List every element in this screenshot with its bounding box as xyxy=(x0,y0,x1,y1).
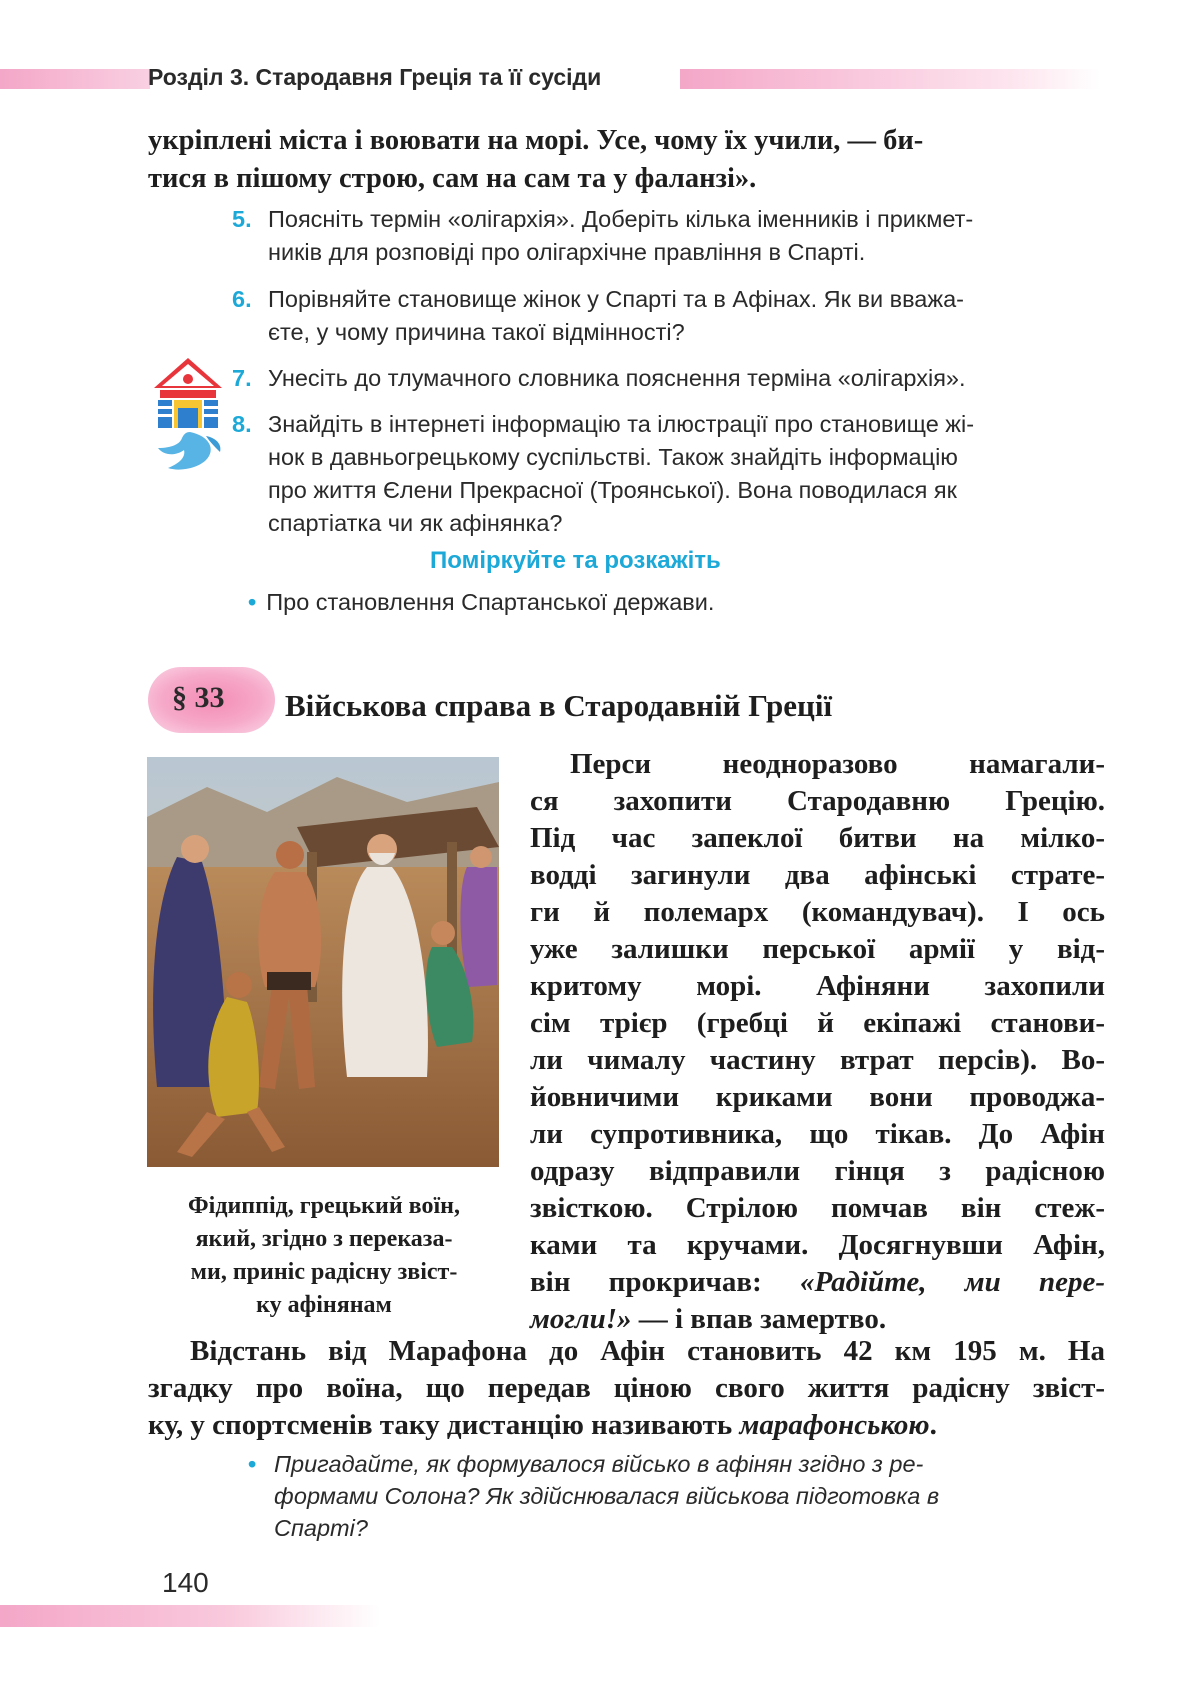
recall-line: Спарті? xyxy=(274,1515,368,1541)
body-line: сім трієр (гребці й екіпажі станови- xyxy=(530,1007,1105,1039)
caption-line: ку афінянам xyxy=(256,1292,392,1318)
pheidippides-illustration xyxy=(147,757,499,1167)
discussion-item-text: Про становлення Спартанської держави. xyxy=(266,589,715,615)
body-line: уже залишки перської армії у від- xyxy=(530,933,1105,965)
question-line: Поясніть термін «олігархія». Доберіть кілька іменників і прикмет- xyxy=(268,206,974,232)
bullet-icon: • xyxy=(248,589,257,615)
body-line: йовничими криками вони проводжа- xyxy=(530,1081,1105,1113)
header-decor-left xyxy=(0,69,150,89)
body-line: критому морі. Афіняни захопили xyxy=(530,970,1105,1002)
intro-text xyxy=(148,122,1105,198)
question-number: 6. xyxy=(232,286,252,312)
body-line: ли чималу частину втрат персів). Во- xyxy=(530,1044,1105,1076)
section-number: § 33 xyxy=(172,681,225,714)
recall-question xyxy=(248,1448,1105,1544)
question-7 xyxy=(232,362,1102,395)
question-line: про життя Єлени Прекрасної (Троянської). Вона поводилася як xyxy=(268,477,957,503)
body-line: ги й полемарх (командувач). І ось xyxy=(530,896,1105,928)
recall-line: Пригадайте, як формувалося військо в афінян згідно з ре- xyxy=(274,1451,924,1477)
recall-line: формами Солона? Як здійснювалася військова підготовка в xyxy=(274,1483,940,1509)
illustration-caption xyxy=(147,1190,501,1322)
body-line-quote xyxy=(530,1264,1105,1301)
body-line: ся захопити Стародавню Грецію. xyxy=(530,785,1105,817)
question-line: нок в давньогрецькому суспільстві. Також знайдіть інформацію xyxy=(268,444,958,470)
question-line: єте, у чому причина такої відмінності? xyxy=(268,319,685,345)
quote-text: могли!» xyxy=(530,1303,632,1335)
question-8 xyxy=(232,408,1102,540)
marathon-paragraph xyxy=(148,1333,1105,1444)
para-line: Відстань від Марафона до Афін становить 42 км 195 м. На xyxy=(190,1335,1105,1367)
question-line: ників для розповіді про олігархічне правління в Спарті. xyxy=(268,239,866,265)
house-dove-icon xyxy=(150,352,226,480)
header-decor-right xyxy=(680,69,1100,89)
chapter-header: Розділ 3. Стародавня Греція та її сусіди xyxy=(148,64,602,90)
question-line: Порівняйте становище жінок у Спарті та в Афінах. Як ви вважа- xyxy=(268,286,964,312)
caption-line: Фідиппід, грецький воїн, xyxy=(188,1193,460,1219)
bullet-icon: • xyxy=(248,1451,257,1477)
section-title: Військова справа в Стародавній Греції xyxy=(285,688,833,723)
page-number: 140 xyxy=(162,1567,209,1598)
question-5 xyxy=(232,203,1102,269)
body-line: одразу відправили гінця з радісною xyxy=(530,1155,1105,1187)
para-text: . xyxy=(929,1409,937,1441)
discussion-heading: Поміркуйте та розкажіть xyxy=(430,547,721,574)
question-6 xyxy=(232,283,1102,349)
body-line: ли супротивника, що тікав. До Афін xyxy=(530,1118,1105,1150)
quote-text: «Радійте, ми пере- xyxy=(799,1266,1105,1298)
main-text-column xyxy=(530,746,1105,1338)
discussion-item xyxy=(248,589,714,616)
body-line: звісткою. Стрілою помчав він стеж- xyxy=(530,1192,1105,1224)
question-line: Знайдіть в інтернеті інформацію та ілюстрації про становище жі- xyxy=(268,411,975,437)
question-line: спартіатка чи як афінянка? xyxy=(268,510,563,536)
caption-line: ми, приніс радісну звіст- xyxy=(190,1259,458,1285)
body-line: ками та кручами. Досягнувши Афін, xyxy=(530,1229,1105,1261)
body-text: він прокричав: xyxy=(530,1266,762,1298)
intro-line: тися в пішому строю, сам на сам та у фаланзі». xyxy=(148,163,757,194)
caption-line: який, згідно з переказа- xyxy=(195,1226,453,1252)
question-number: 7. xyxy=(232,365,252,391)
body-line: Під час запеклої битви на мілко- xyxy=(530,822,1105,854)
question-number: 8. xyxy=(232,411,252,437)
term-marathon: марафонською xyxy=(739,1409,930,1441)
question-number: 5. xyxy=(232,206,252,232)
footer-decor xyxy=(0,1605,380,1627)
para-line-final xyxy=(148,1407,1105,1444)
intro-line: укріплені міста і воювати на морі. Усе, чому їх учили, — би- xyxy=(148,125,924,156)
question-line: Унесіть до тлумачного словника пояснення терміна «олігархія». xyxy=(268,365,966,391)
para-text: ку, у спортсменів таку дистанцію називають xyxy=(148,1409,740,1441)
body-text: — і впав замертво. xyxy=(631,1303,887,1335)
body-line: Перси неодноразово намагали- xyxy=(570,748,1105,780)
para-line: згадку про воїна, що передав ціною свого життя радісну звіст- xyxy=(148,1372,1105,1404)
body-line: водді загинули два афінські страте- xyxy=(530,859,1105,891)
